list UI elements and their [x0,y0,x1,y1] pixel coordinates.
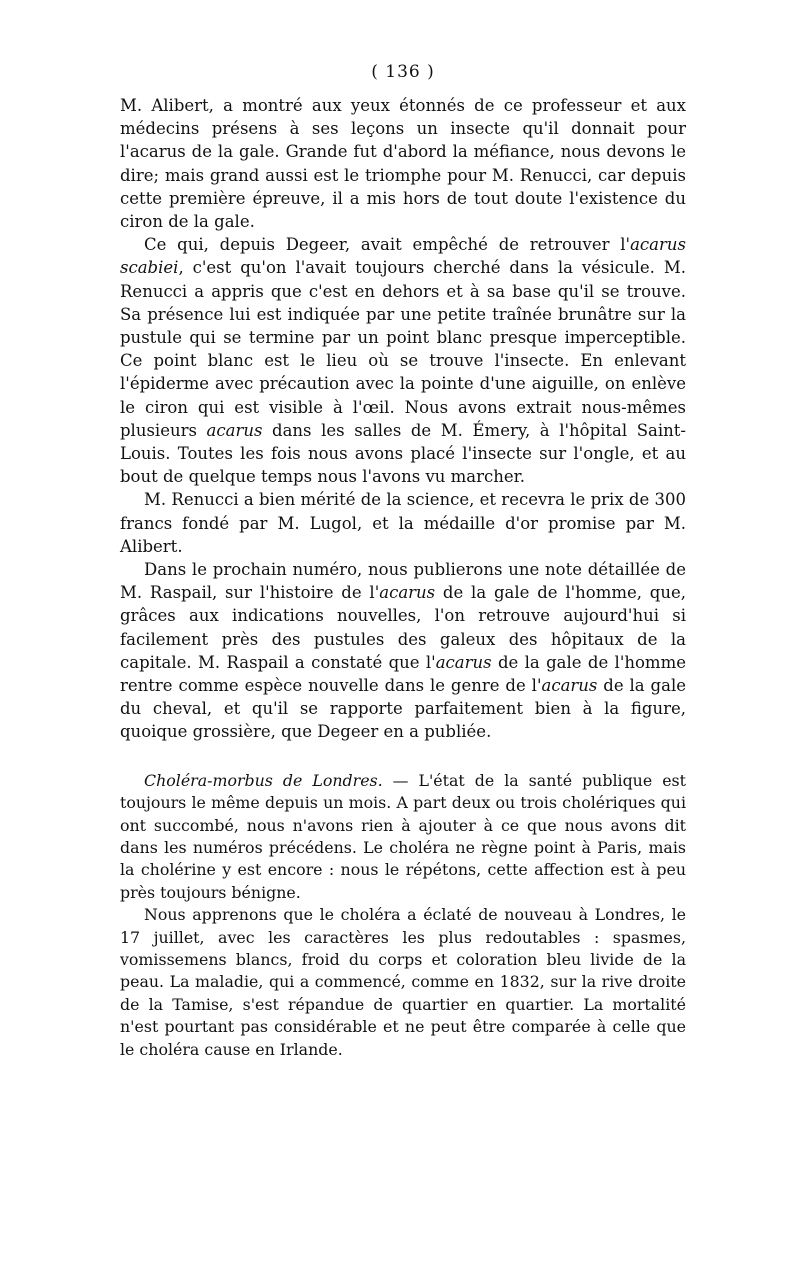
paragraph-3: M. Renucci a bien mérité de la science, et recevra le prix de 300 francs fondé par M. Lugol, et la médaille d'or promise par M. Alibert. [120,490,686,556]
page-number: ( 136 ) [371,62,435,82]
paragraph-2-italic-2: acarus [206,420,263,440]
paragraph-4-italic-2: acarus [435,652,492,672]
paragraph-4-text-1: Dans le prochain numéro, nous publierons une note détaillée de M. Raspail, sur l'histoire de l' [120,560,686,603]
paragraph-1: M. Alibert, a montré aux yeux étonnés de ce professeur et aux médecins présens à ses leçons un insecte qu'il donnait pour l'acarus de la gale. Grande fut d'abord la méfiance, nous devons le dire; mais grand aussi est le triomphe pour M. Renucci, car depuis cette première épreuve, il a mis hors de tout doute l'existence du ciron de la gale. [120,96,686,232]
paragraph-2-italic-1: acarus scabiei [120,235,686,278]
paragraph-4-text-4: de la gale du cheval, et qu'il se rapporte parfaitement bien à la figure, quoique grossière, que Degeer en a publiée. [120,676,686,742]
paragraph-4-italic-1: acarus [379,583,436,603]
paragraph-2-text-2: , c'est qu'on l'avait toujours cherché dans la vésicule. M. Renucci a appris que c'est en dehors et à sa base qu'il se trouve. Sa présence lui est indiquée par une petite traînée brunâtre sur la pustule qui se termine par un point blanc presque imperceptible. Ce point blanc est le lieu où se trouve l'insecte. En enlevant l'épiderme avec précaution avec la pointe d'une aiguille, on enlève le ciron qui est visible à l'œil. Nous avons extrait nous-mêmes plusieurs [120,258,686,440]
paragraph-2 [120,233,686,488]
paragraph-4-italic-3: acarus [541,676,598,696]
page [120,62,686,1061]
paragraph-5-text: — L'état de la santé publique est toujours le même depuis un mois. A part deux ou trois cholériques qui ont succombé, nous n'avons rien à ajouter à ce que nous avons dit dans les numéros précédens. Le choléra ne règne point à Paris, mais la cholérine y est encore : nous le répétons, cette affection est à peu près toujours bénigne. [120,770,687,902]
paragraph-4-text-3: de la gale de l'homme rentre comme espèce nouvelle dans le genre de l' [120,652,686,696]
paragraph-2-text-1: Ce qui, depuis Degeer, avait empêché de retrouver l' [144,235,631,255]
section-heading-cholera: Choléra-morbus de Londres. [144,770,383,790]
paragraph-4-text-2: de la gale de l'homme, que, grâces aux indications nouvelles, l'on retrouve aujourd'hui si facilement près des pustules des galeux des hôpitaux de la capitale. M. Raspail a constaté que l' [120,583,686,672]
section-acarus [120,94,686,744]
paragraph-2-text-3: dans les salles de M. Émery, à l'hôpital Saint-Louis. Toutes les fois nous avons placé l'insecte sur l'ongle, et au bout de quelque temps nous l'avons vu marcher. [120,420,687,487]
section-cholera [120,770,686,1061]
paragraph-4 [120,558,686,744]
paragraph-5 [120,770,686,904]
paragraph-6: Nous apprenons que le choléra a éclaté de nouveau à Londres, le 17 juillet, avec les caractères les plus redoutables : spasmes, vomissemens blancs, froid du corps et coloration bleu livide de la peau. La maladie, qui a commencé, comme en 1832, sur la rive droite de la Tamise, s'est répandue de quartier en quartier. La mortalité n'est pourtant pas considérable et ne peut être comparée à celle que le choléra cause en Irlande. [120,905,686,1059]
